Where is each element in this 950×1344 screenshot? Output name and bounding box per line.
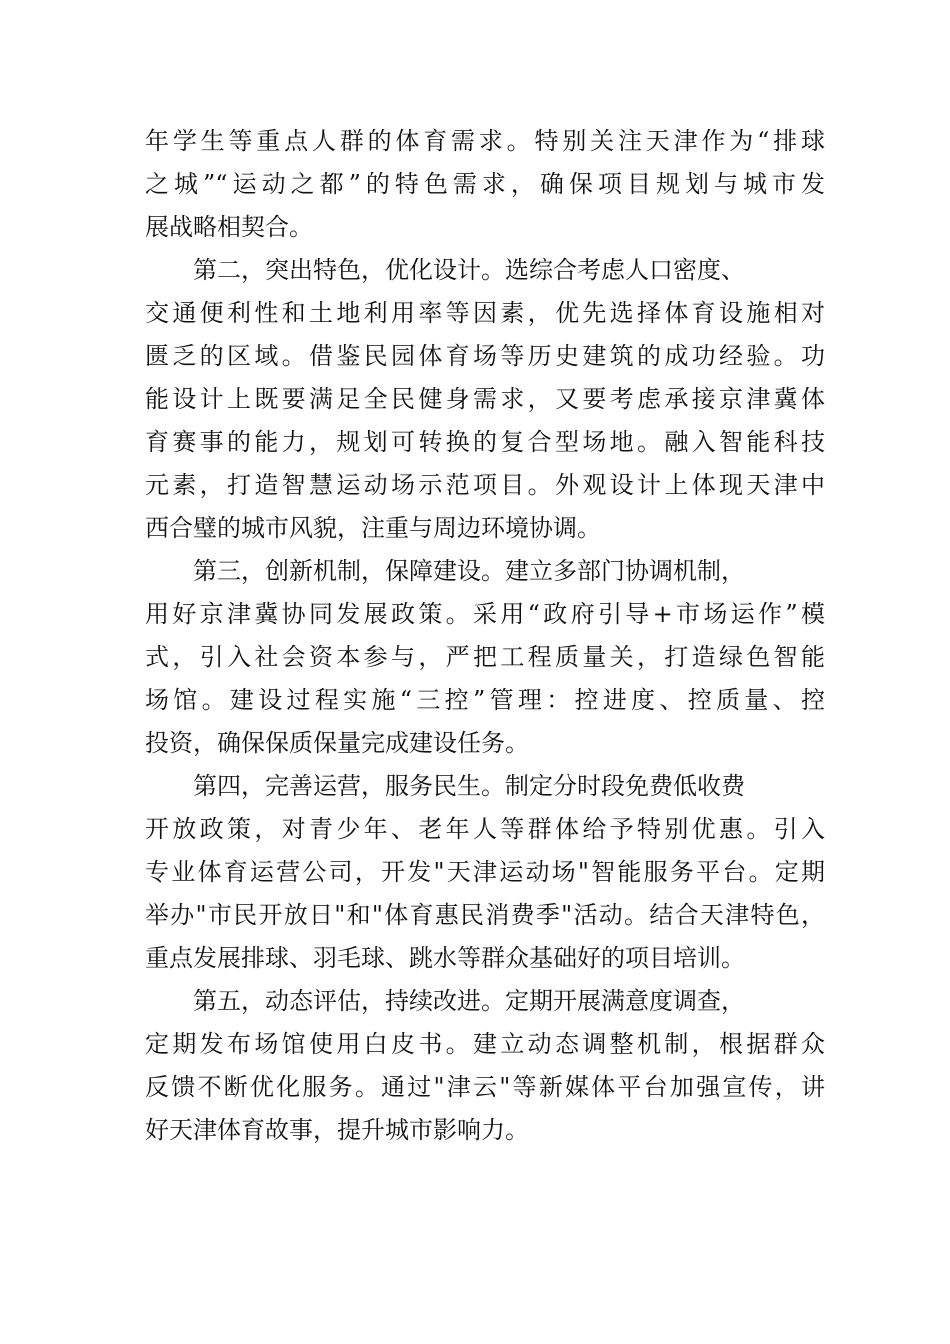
paragraph-first-line: 第二，突出特色，优化设计。选综合考虑人口密度、	[193, 256, 745, 284]
paragraph-first-line: 第五，动态评估，持续改进。定期开展满意度调查，	[193, 987, 745, 1015]
text-line: 育赛事的能力，规划可转换的复合型场地。融入智能科技	[145, 428, 825, 456]
text-line: 好天津体育故事，提升城市影响力。	[145, 1116, 529, 1144]
paragraph-first-line: 第三，创新机制，保障建设。建立多部门协调机制，	[193, 557, 745, 585]
text-line: 匮乏的区域。借鉴民园体育场等历史建筑的成功经验。功	[145, 342, 825, 370]
text-line: 投资，确保保质保量完成建设任务。	[145, 729, 529, 757]
document-body	[145, 120, 825, 1152]
text-line: 重点发展排球、羽毛球、跳水等群众基础好的项目培训。	[145, 944, 745, 972]
text-line: 交通便利性和土地利用率等因素，优先选择体育设施相对	[145, 299, 825, 327]
text-line: 举办"市民开放日"和"体育惠民消费季"活动。结合天津特色，	[145, 901, 825, 929]
text-line: 西合璧的城市风貌，注重与周边环境协调。	[145, 514, 601, 542]
text-line: 能设计上既要满足全民健身需求，又要考虑承接京津冀体	[145, 385, 825, 413]
paragraph-first-line: 第四，完善运营，服务民生。制定分时段免费低收费	[193, 772, 745, 800]
text-line: 反馈不断优化服务。通过"津云"等新媒体平台加强宣传，讲	[145, 1073, 825, 1101]
text-line: 定期发布场馆使用白皮书。建立动态调整机制，根据群众	[145, 1030, 825, 1058]
text-line: 展战略相契合。	[145, 213, 313, 241]
text-line: 开放政策，对青少年、老年人等群体给予特别优惠。引入	[145, 815, 825, 843]
text-line: 专业体育运营公司，开发"天津运动场"智能服务平台。定期	[145, 858, 825, 886]
text-line: 年学生等重点人群的体育需求。特别关注天津作为“排球	[145, 127, 825, 155]
text-line: 之城”“运动之都”的特色需求，确保项目规划与城市发	[145, 170, 825, 198]
text-line: 元素，打造智慧运动场示范项目。外观设计上体现天津中	[145, 471, 825, 499]
text-line: 场馆。建设过程实施“三控”管理：控进度、控质量、控	[145, 686, 825, 714]
text-line: 式，引入社会资本参与，严把工程质量关，打造绿色智能	[145, 643, 825, 671]
text-line: 用好京津冀协同发展政策。采用“政府引导+市场运作”模	[145, 600, 825, 628]
